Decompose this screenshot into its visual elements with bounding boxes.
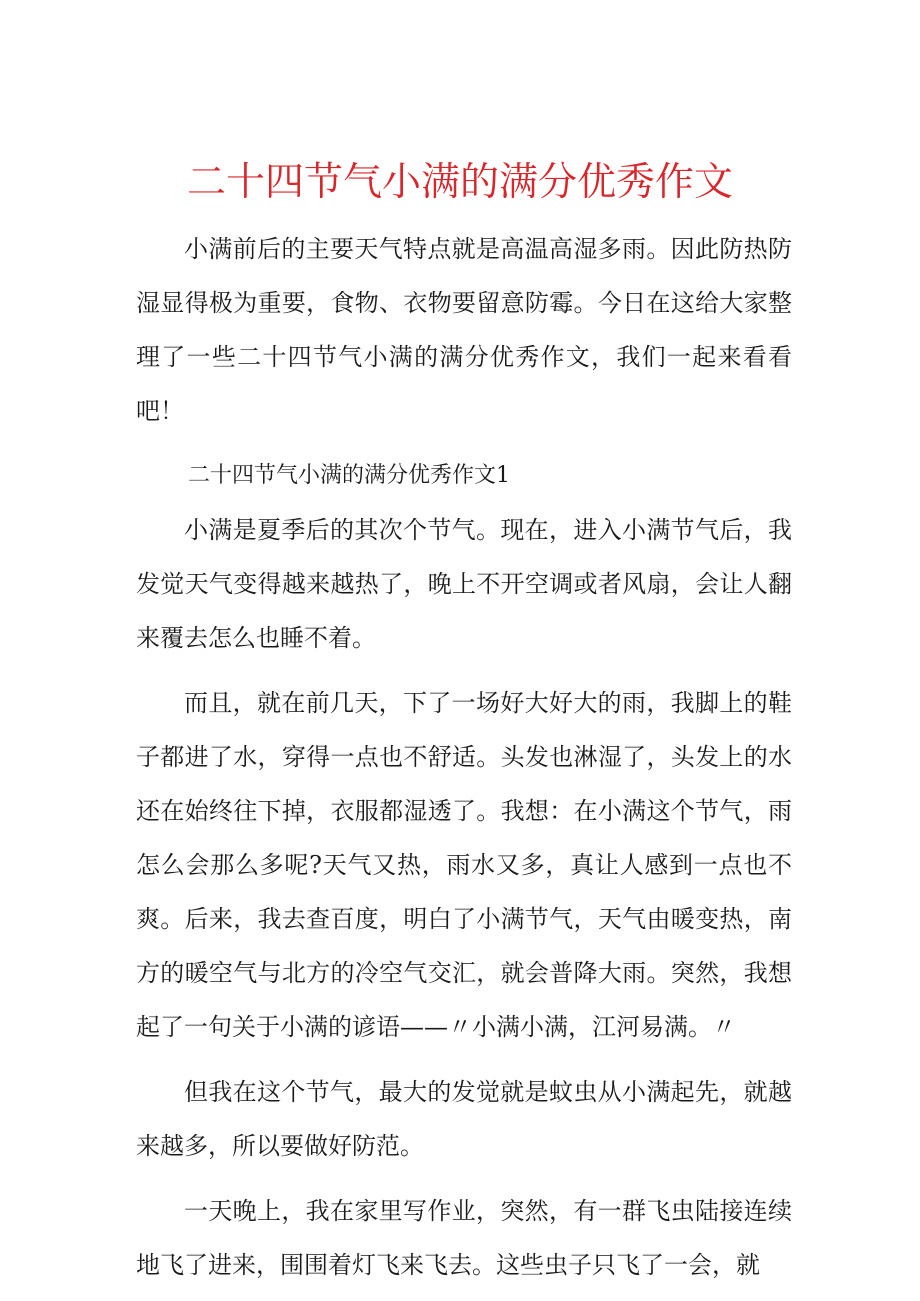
body-paragraph-3: 但我在这个节气，最大的发觉就是蚊虫从小满起先，就越来越多，所以要做好防范。 bbox=[136, 1078, 792, 1160]
document-body bbox=[136, 222, 792, 1292]
document-title: 二十四节气小满的满分优秀作文 bbox=[186, 160, 733, 205]
body-paragraph-2: 而且，就在前几天，下了一场好大好大的雨，我脚上的鞋子都进了水，穿得一点也不舒适。头发也淋湿了，头发上的水还在始终往下掉，衣服都湿透了。我想：在小满这个节气，雨怎么会那么多呢?天气又热，雨水又多，真让人感到一点也不爽。后来，我去查百度，明白了小满节气，天气由暖变热，南方的暖空气与北方的冷空气交汇，就会普降大雨。突然，我想起了一句关于小满的谚语——〃小满小满，江河易满。〃 bbox=[136, 689, 792, 1041]
section-heading: 二十四节气小满的满分优秀作文1 bbox=[188, 463, 510, 488]
body-paragraph-1: 小满是夏季后的其次个节气。现在，进入小满节气后，我发觉天气变得越来越热了，晚上不开空调或者风扇，会让人翻来覆去怎么也睡不着。 bbox=[136, 516, 792, 652]
intro-paragraph: 小满前后的主要天气特点就是高温高湿多雨。因此防热防湿显得极为重要，食物、衣物要留意防霉。今日在这给大家整理了一些二十四节气小满的满分优秀作文，我们一起来看看吧！ bbox=[136, 235, 792, 425]
body-paragraph-4: 一天晚上，我在家里写作业，突然，有一群飞虫陆接连续地飞了进来，围围着灯飞来飞去。这些虫子只飞了一会，就 bbox=[136, 1197, 792, 1279]
